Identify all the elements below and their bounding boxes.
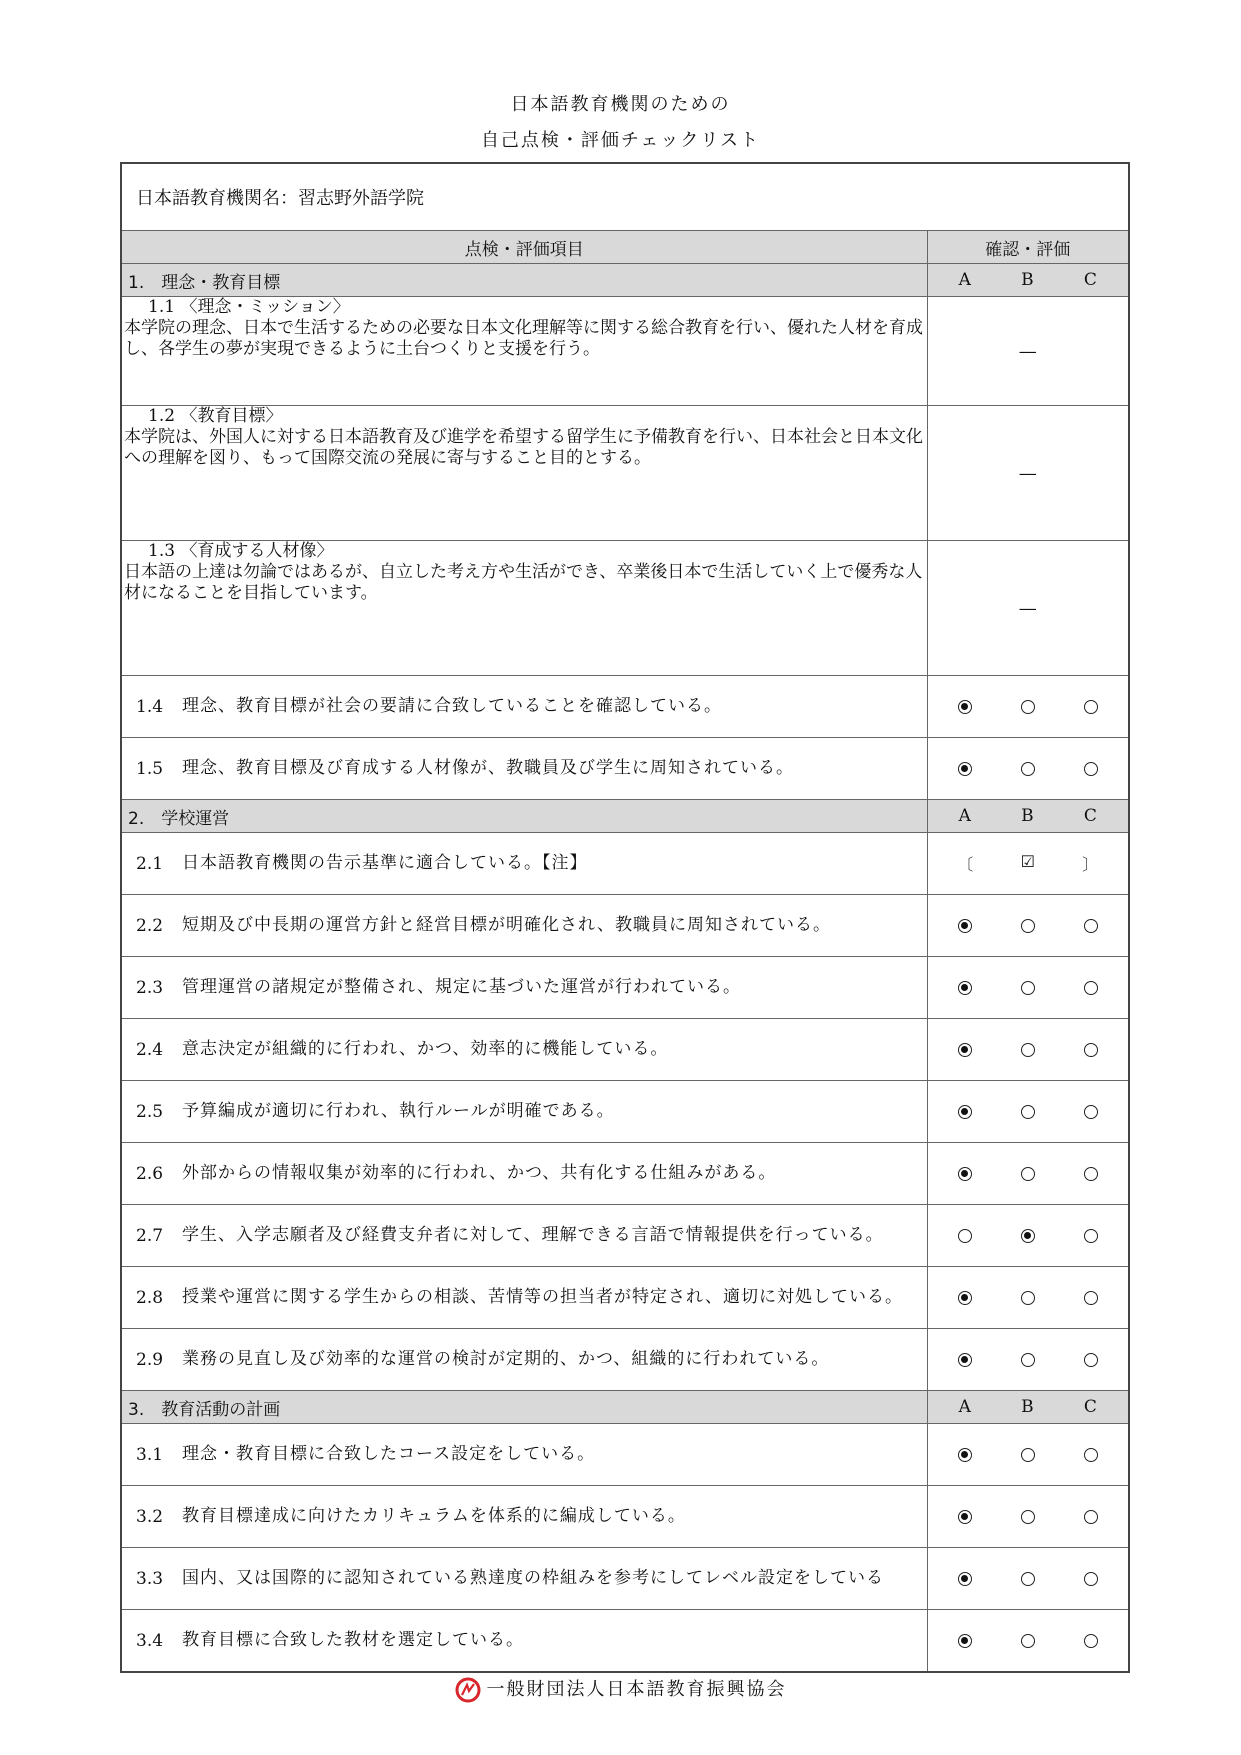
item-text: 国内、又は国際的に認知されている熟達度の枠組みを参考にしてレベル設定をしている	[182, 1568, 884, 1588]
checklist-item-row	[121, 738, 1129, 800]
item-number: 1.4	[136, 696, 164, 717]
item-text: 外部からの情報収集が効率的に行われ、かつ、共有化する仕組みがある。	[182, 1163, 777, 1183]
rating-options	[928, 1291, 1129, 1305]
radio-b[interactable]	[1021, 1105, 1035, 1119]
checklist-item-row	[121, 1019, 1129, 1081]
radio-b[interactable]	[1021, 1634, 1035, 1648]
header-rating: 確認・評価	[927, 231, 1129, 264]
checklist-item-row	[121, 1267, 1129, 1329]
item-number: 3.4	[136, 1630, 164, 1651]
header-row	[121, 231, 1129, 264]
footer	[0, 1675, 1241, 1703]
rating-options	[928, 981, 1129, 995]
radio-c[interactable]	[1084, 700, 1098, 714]
item-text: 短期及び中長期の運営方針と経営目標が明確化され、教職員に周知されている。	[182, 915, 832, 935]
org-name: 日本語教育機関名：習志野外語学院	[121, 163, 1129, 231]
radio-b[interactable]	[1021, 1353, 1035, 1367]
rating-options	[928, 919, 1129, 933]
rating-options	[928, 1634, 1129, 1648]
item-number: 2.4	[136, 1039, 164, 1060]
rating-options	[928, 762, 1129, 776]
item-text: 学生、入学志願者及び経費支弁者に対して、理解できる言語で情報提供を行っている。	[182, 1225, 884, 1245]
radio-a-selected[interactable]	[958, 700, 972, 714]
radio-b[interactable]	[1021, 1167, 1035, 1181]
radio-a-selected[interactable]	[958, 1043, 972, 1057]
item-text: 日本語教育機関の告示基準に適合している。【注】	[182, 853, 588, 873]
item-number: 2.3	[136, 977, 164, 998]
abc-labels	[927, 1391, 1129, 1424]
item-number: 2.8	[136, 1287, 164, 1308]
rating-options	[928, 1105, 1129, 1119]
radio-a-selected[interactable]	[958, 1167, 972, 1181]
rating-options	[928, 1572, 1129, 1586]
checklist-item-row	[121, 833, 1129, 895]
radio-b[interactable]	[1021, 919, 1035, 933]
radio-c[interactable]	[1084, 762, 1098, 776]
checklist-table	[120, 162, 1130, 1673]
checklist-item-row	[121, 1081, 1129, 1143]
rating-dash: —	[927, 297, 1129, 406]
item-text: 予算編成が適切に行われ、執行ルールが明確である。	[182, 1101, 615, 1121]
radio-c[interactable]	[1084, 981, 1098, 995]
radio-b-selected[interactable]	[1021, 1229, 1035, 1243]
radio-c[interactable]	[1084, 1634, 1098, 1648]
abc-label: A	[958, 806, 971, 826]
item-number: 2.2	[136, 915, 164, 936]
radio-c[interactable]	[1084, 1353, 1098, 1367]
checkbox-checked-icon[interactable]: ☑	[1020, 852, 1035, 871]
checklist-item-row	[121, 1610, 1129, 1673]
association-logo-icon	[455, 1677, 481, 1703]
item-text: 理念・教育目標に合致したコース設定をしている。	[182, 1444, 596, 1464]
radio-a-selected[interactable]	[958, 981, 972, 995]
item-text: 意志決定が組織的に行われ、かつ、効率的に機能している。	[182, 1039, 669, 1059]
item-number: 3.3	[136, 1568, 164, 1589]
item-text: 管理運営の諸規定が整備され、規定に基づいた運営が行われている。	[182, 977, 742, 997]
item-number: 3.1	[136, 1444, 164, 1465]
radio-b[interactable]	[1021, 1572, 1035, 1586]
section-header-row	[121, 800, 1129, 833]
checklist-item-row	[121, 1424, 1129, 1486]
checklist-item-row	[121, 1205, 1129, 1267]
rating-options	[928, 852, 1129, 875]
radio-b[interactable]	[1021, 1448, 1035, 1462]
radio-b[interactable]	[1021, 1510, 1035, 1524]
checklist-item-row	[121, 1486, 1129, 1548]
abc-label: C	[1083, 1397, 1097, 1417]
text-item-body: 日本語の上達は勿論ではあるが、自立した考え方や生活ができ、卒業後日本で生活していく上で優秀な人材になることを目指しています。	[124, 562, 923, 603]
radio-a-selected[interactable]	[958, 1105, 972, 1119]
radio-c[interactable]	[1084, 1510, 1098, 1524]
text-item-heading: 1.1 〈理念・ミッション〉	[148, 297, 350, 317]
item-text: 教育目標に合致した教材を選定している。	[182, 1630, 524, 1650]
bracket-mark: 〔	[957, 855, 974, 874]
rating-options	[928, 1167, 1129, 1181]
item-text: 授業や運営に関する学生からの相談、苦情等の担当者が特定され、適切に対処している。	[182, 1287, 904, 1307]
abc-label: B	[1021, 270, 1034, 290]
rating-dash: —	[927, 406, 1129, 541]
radio-b[interactable]	[1021, 1291, 1035, 1305]
bracket-mark: 〕	[1082, 855, 1099, 874]
section-title: 2. 学校運営	[121, 800, 927, 833]
abc-label: C	[1083, 806, 1097, 826]
checklist-item-row	[121, 957, 1129, 1019]
item-number: 2.9	[136, 1349, 164, 1370]
checklist-item-row	[121, 1548, 1129, 1610]
radio-c[interactable]	[1084, 1167, 1098, 1181]
checklist-item-row	[121, 1143, 1129, 1205]
footer-org-name: 一般財団法人日本語教育振興協会	[486, 1679, 787, 1700]
section-title: 1. 理念・教育目標	[121, 264, 927, 297]
radio-a-selected[interactable]	[958, 1572, 972, 1586]
text-item-row	[121, 297, 1129, 406]
section-header-row	[121, 264, 1129, 297]
abc-label: A	[958, 1397, 971, 1417]
item-text: 理念、教育目標及び育成する人材像が、教職員及び学生に周知されている。	[182, 758, 794, 778]
radio-c[interactable]	[1084, 1572, 1098, 1586]
rating-options	[928, 1043, 1129, 1057]
abc-label: C	[1083, 270, 1097, 290]
text-item-heading: 1.2 〈教育目標〉	[148, 406, 283, 426]
radio-c[interactable]	[1084, 1448, 1098, 1462]
section-title: 3. 教育活動の計画	[121, 1391, 927, 1424]
radio-b[interactable]	[1021, 981, 1035, 995]
radio-a-selected[interactable]	[958, 919, 972, 933]
rating-options	[928, 1510, 1129, 1524]
radio-b[interactable]	[1021, 762, 1035, 776]
radio-a-selected[interactable]	[958, 1448, 972, 1462]
item-text: 理念、教育目標が社会の要請に合致していることを確認している。	[182, 696, 722, 716]
radio-a-selected[interactable]	[958, 762, 972, 776]
text-item-heading: 1.3 〈育成する人材像〉	[148, 541, 334, 561]
item-number: 2.7	[136, 1225, 164, 1246]
rating-options	[928, 700, 1129, 714]
rating-options	[928, 1229, 1129, 1243]
org-name-row	[121, 163, 1129, 231]
radio-c[interactable]	[1084, 1229, 1098, 1243]
item-text: 業務の見直し及び効率的な運営の検討が定期的、かつ、組織的に行われている。	[182, 1349, 830, 1369]
radio-c[interactable]	[1084, 919, 1098, 933]
item-number: 2.5	[136, 1101, 164, 1122]
text-item-body: 本学院は、外国人に対する日本語教育及び進学を希望する留学生に予備教育を行い、日本社会と日本文化への理解を図り、もって国際交流の発展に寄与すること目的とする。	[124, 427, 923, 468]
checklist-item-row	[121, 1329, 1129, 1391]
radio-c[interactable]	[1084, 1043, 1098, 1057]
item-number: 1.5	[136, 758, 164, 779]
abc-label: B	[1021, 806, 1034, 826]
checklist-item-row	[121, 895, 1129, 957]
abc-labels	[927, 264, 1129, 297]
rating-dash: —	[927, 541, 1129, 676]
text-item-body: 本学院の理念、日本で生活するための必要な日本文化理解等に関する総合教育を行い、優れた人材を育成し、各学生の夢が実現できるように土台つくりと支援を行う。	[124, 318, 923, 359]
checklist-item-row	[121, 676, 1129, 738]
abc-labels	[927, 800, 1129, 833]
text-item-row	[121, 541, 1129, 676]
item-number: 3.2	[136, 1506, 164, 1527]
radio-a-selected[interactable]	[958, 1634, 972, 1648]
abc-label: A	[958, 270, 971, 290]
text-item-row	[121, 406, 1129, 541]
radio-a-selected[interactable]	[958, 1510, 972, 1524]
radio-b[interactable]	[1021, 1043, 1035, 1057]
document-title-line1: 日本語教育機関のための	[510, 94, 731, 115]
radio-b[interactable]	[1021, 700, 1035, 714]
item-text: 教育目標達成に向けたカリキュラムを体系的に編成している。	[182, 1506, 686, 1526]
rating-options	[928, 1353, 1129, 1367]
radio-c[interactable]	[1084, 1105, 1098, 1119]
radio-a-selected[interactable]	[958, 1291, 972, 1305]
item-number: 2.6	[136, 1163, 164, 1184]
rating-options	[928, 1448, 1129, 1462]
section-header-row	[121, 1391, 1129, 1424]
radio-a-selected[interactable]	[958, 1353, 972, 1367]
radio-a[interactable]	[958, 1229, 972, 1243]
radio-c[interactable]	[1084, 1291, 1098, 1305]
document-title-line2: 自己点検・評価チェックリスト	[480, 130, 761, 151]
header-items: 点検・評価項目	[121, 231, 927, 264]
item-number: 2.1	[136, 853, 164, 874]
abc-label: B	[1021, 1397, 1034, 1417]
